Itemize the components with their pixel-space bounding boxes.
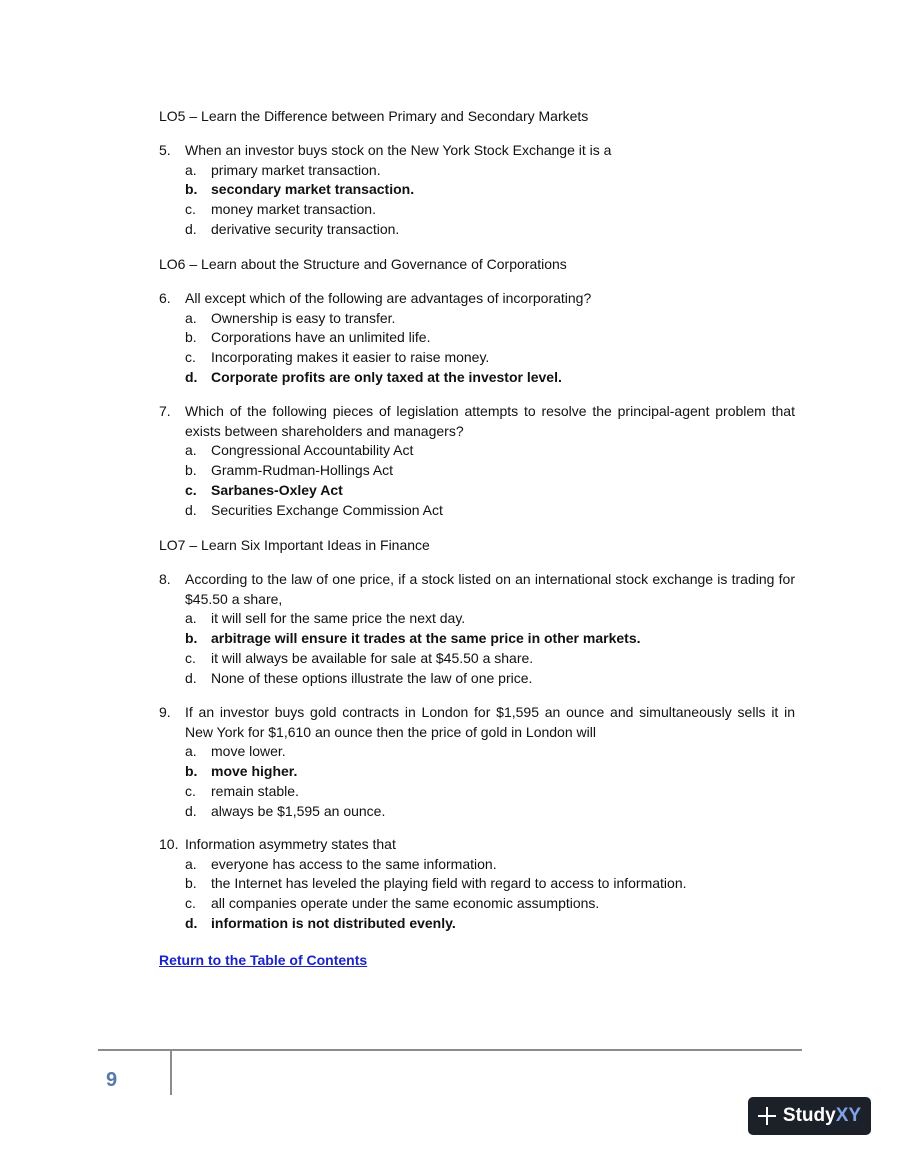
option-d: d. None of these options illustrate the law of one price. bbox=[185, 669, 533, 686]
page-number: 9 bbox=[106, 1069, 118, 1091]
plus-icon bbox=[758, 1107, 776, 1125]
question-5 bbox=[159, 141, 795, 240]
question-text: When an investor buys stock on the New York Stock Exchange it is a bbox=[185, 142, 612, 158]
question-number: 8. bbox=[159, 571, 171, 587]
option-b-correct: b. move higher. bbox=[185, 763, 298, 780]
watermark-brand-accent: XY bbox=[835, 1105, 862, 1126]
option-b: b. Gramm-Rudman-Hollings Act bbox=[185, 462, 394, 479]
option-a: a. move lower. bbox=[185, 743, 286, 760]
option-a: a. Congressional Accountability Act bbox=[185, 442, 414, 459]
question-text: If an investor buys gold contracts in London for $1,595 an ounce and simultaneously sells it in New York for $1,610 an ounce then the price of gold in London will bbox=[185, 704, 795, 740]
section-heading-lo7: LO7 – Learn Six Important Ideas in Finance bbox=[159, 537, 430, 553]
option-c: c. money market transaction. bbox=[185, 201, 376, 218]
option-a: a. it will sell for the same price the next day. bbox=[185, 610, 466, 627]
option-b: b. Corporations have an unlimited life. bbox=[185, 329, 431, 346]
studyxy-watermark bbox=[748, 1097, 871, 1135]
option-b-correct: b. secondary market transaction. bbox=[185, 181, 415, 198]
section-heading-lo5: LO5 – Learn the Difference between Primary and Secondary Markets bbox=[159, 108, 589, 124]
option-c: c. Incorporating makes it easier to raise money. bbox=[185, 349, 490, 366]
question-8 bbox=[159, 570, 795, 688]
option-d-correct: d. information is not distributed evenly. bbox=[185, 914, 456, 931]
option-d: d. Securities Exchange Commission Act bbox=[185, 501, 443, 518]
question-9 bbox=[159, 703, 795, 821]
section-heading-lo6: LO6 – Learn about the Structure and Governance of Corporations bbox=[159, 256, 567, 272]
footer-divider bbox=[170, 1051, 172, 1095]
question-6 bbox=[159, 289, 795, 388]
option-c-correct: c. Sarbanes-Oxley Act bbox=[185, 481, 343, 498]
option-b-correct: b. arbitrage will ensure it trades at the same price in other markets. bbox=[185, 630, 641, 647]
question-number: 6. bbox=[159, 290, 171, 306]
watermark-brand: Study bbox=[782, 1105, 836, 1126]
option-a: a. Ownership is easy to transfer. bbox=[185, 309, 396, 326]
footer-rule bbox=[98, 1049, 802, 1051]
question-number: 10. bbox=[159, 836, 179, 852]
option-c: c. remain stable. bbox=[185, 782, 299, 799]
question-10 bbox=[159, 835, 795, 934]
question-text: Which of the following pieces of legislation attempts to resolve the principal-agent problem that exists between shareholders and managers? bbox=[185, 403, 795, 439]
question-number: 7. bbox=[159, 403, 171, 419]
option-b: b. the Internet has leveled the playing field with regard to access to information. bbox=[185, 875, 687, 892]
return-to-toc-link[interactable]: Return to the Table of Contents bbox=[159, 952, 368, 968]
question-number: 5. bbox=[159, 142, 171, 158]
option-a: a. everyone has access to the same information. bbox=[185, 855, 497, 872]
option-d: d. always be $1,595 an ounce. bbox=[185, 802, 386, 819]
option-a: a. primary market transaction. bbox=[185, 161, 381, 178]
question-text: According to the law of one price, if a stock listed on an international stock exchange is trading for $45.50 a share, bbox=[185, 571, 795, 607]
question-number: 9. bbox=[159, 704, 171, 720]
question-7 bbox=[159, 402, 795, 520]
question-text: All except which of the following are advantages of incorporating? bbox=[185, 290, 592, 306]
option-d-correct: d. Corporate profits are only taxed at the investor level. bbox=[185, 368, 562, 385]
option-c: c. it will always be available for sale at $45.50 a share. bbox=[185, 649, 534, 666]
question-text: Information asymmetry states that bbox=[185, 836, 396, 852]
option-d: d. derivative security transaction. bbox=[185, 220, 400, 237]
option-c: c. all companies operate under the same economic assumptions. bbox=[185, 895, 600, 912]
